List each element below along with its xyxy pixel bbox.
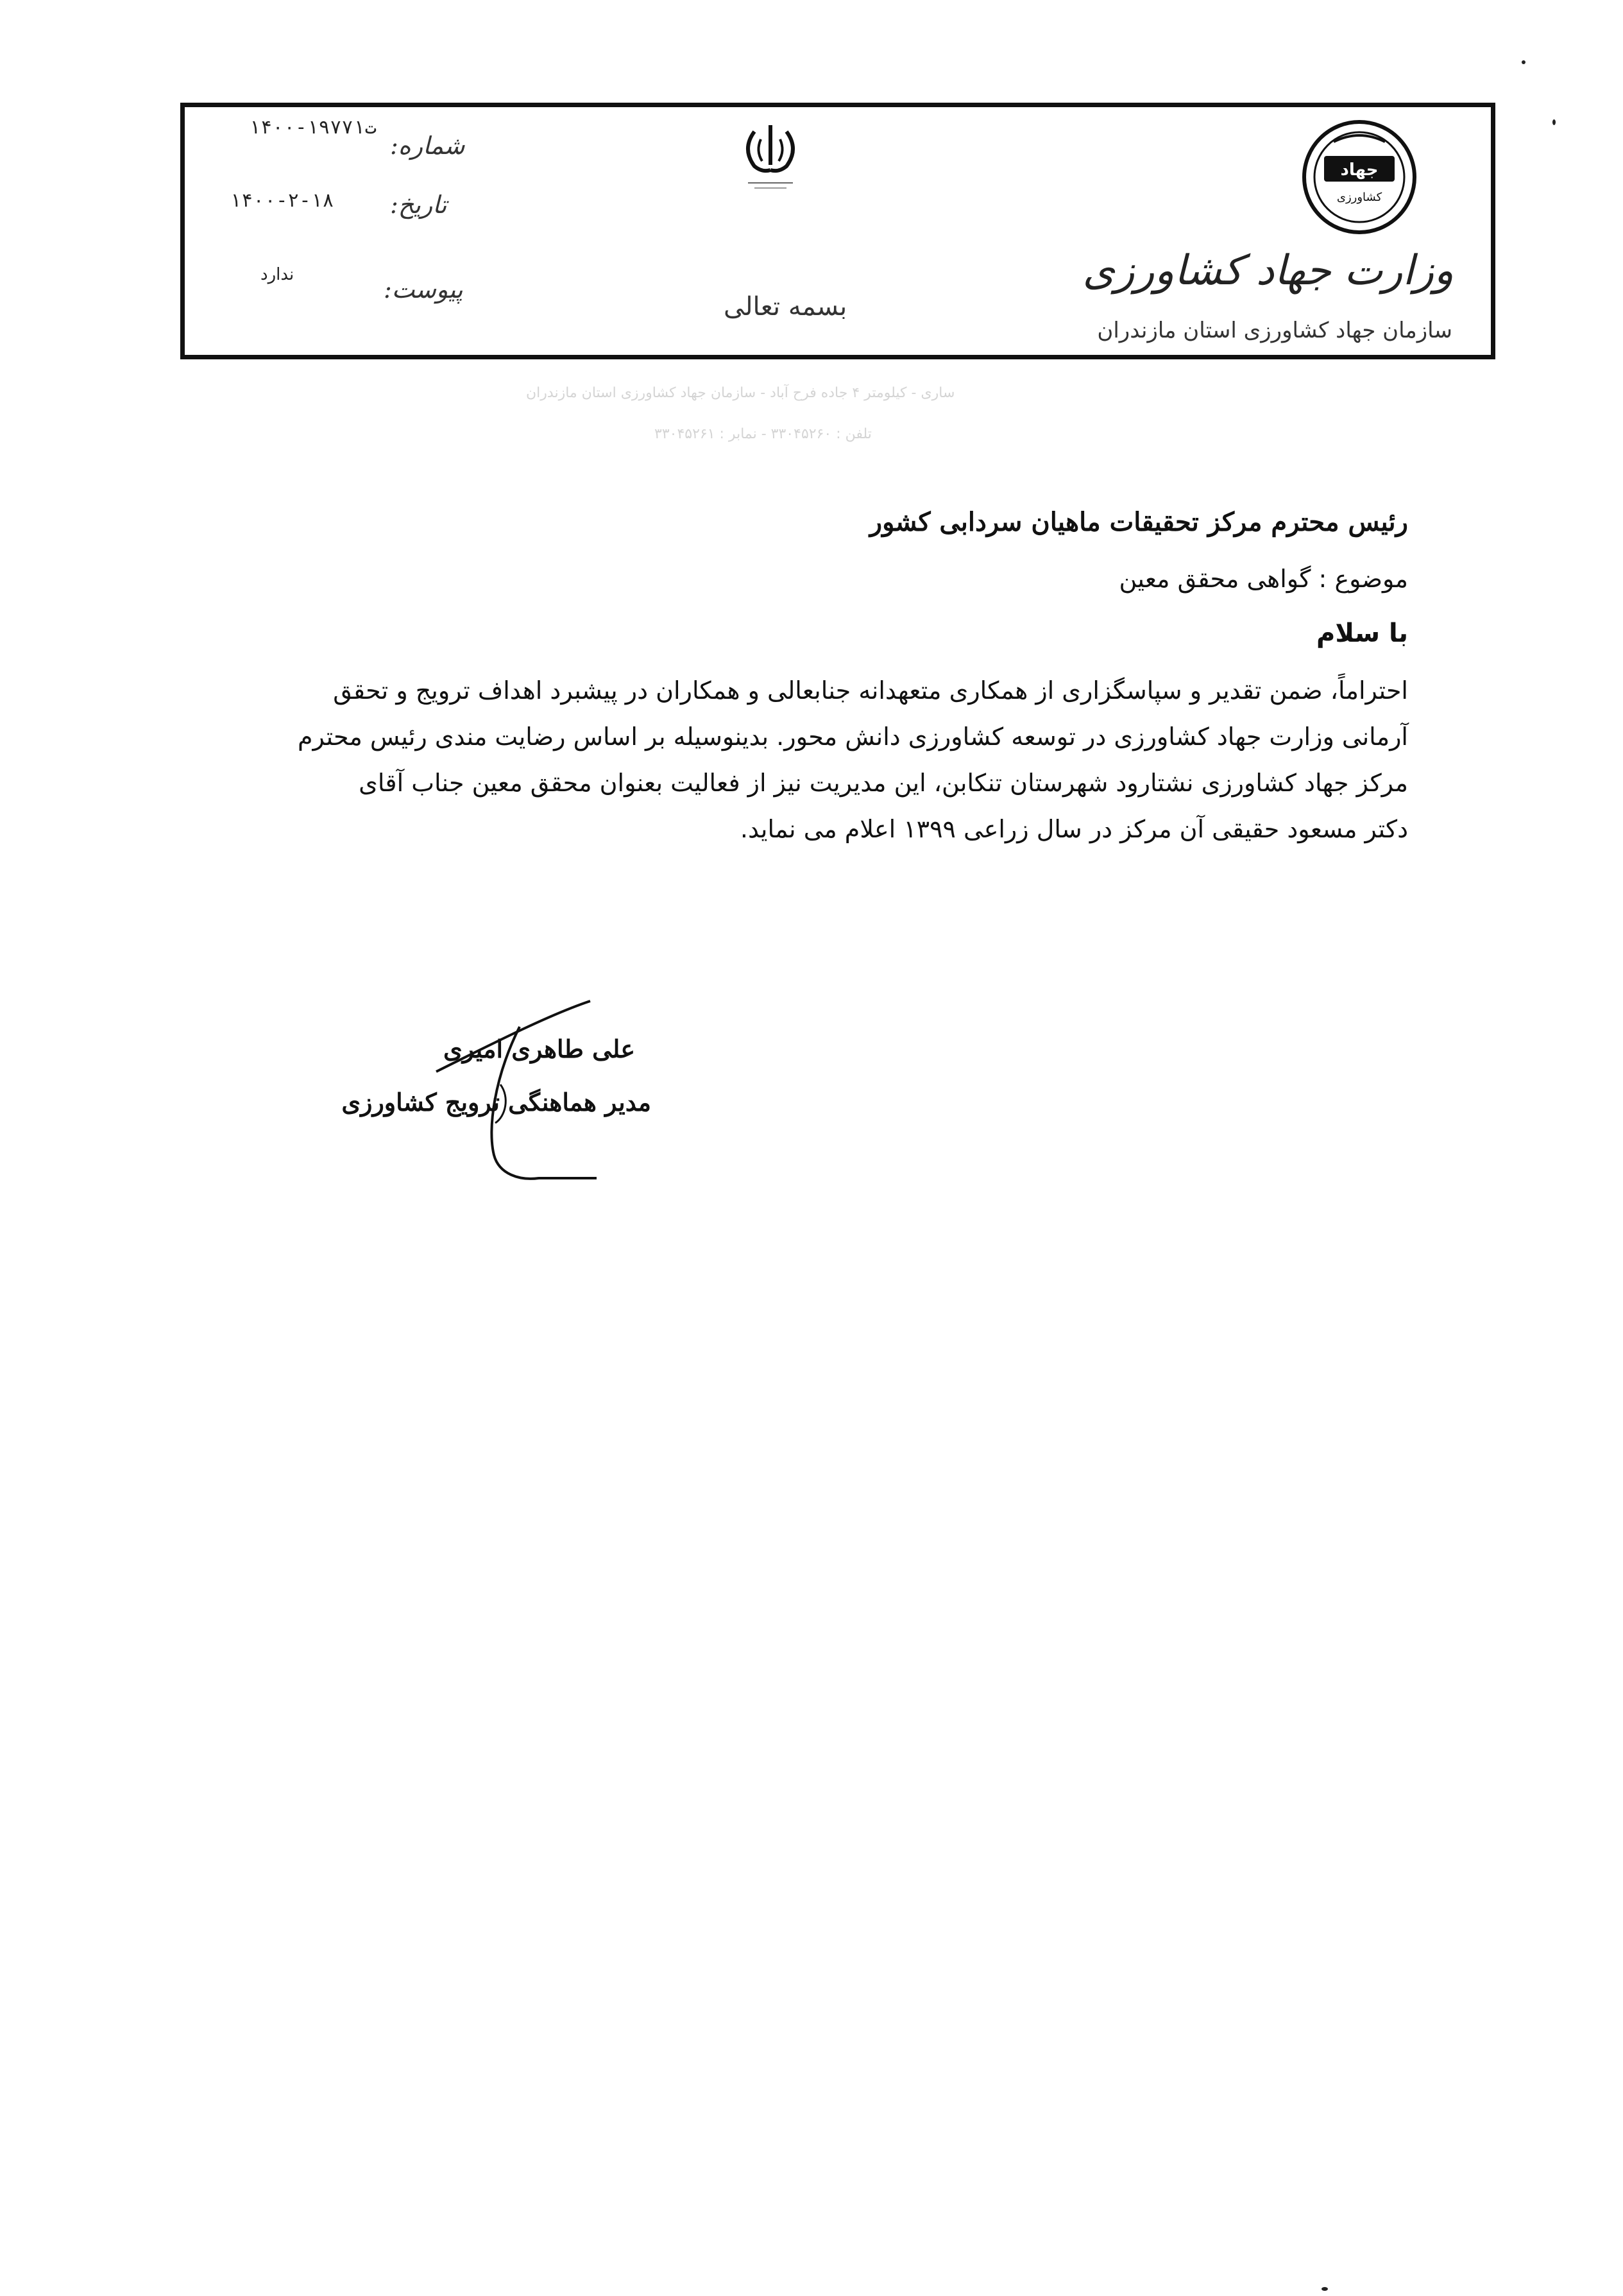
svg-text:کشاورزی: کشاورزی (1336, 191, 1382, 204)
faded-address-line: ساری - کیلومتر ۴ جاده فرح آباد - سازمان جهاد کشاورزی استان مازندران (526, 385, 955, 401)
scan-speck (1522, 60, 1525, 64)
state-emblem-icon (722, 114, 819, 197)
organization-name: سازمان جهاد کشاورزی استان مازندران (1097, 318, 1452, 343)
scan-speck (1552, 119, 1556, 125)
basmala: بسمه تعالی (724, 292, 847, 321)
ministry-logo-icon (1298, 116, 1420, 238)
subject: موضوع : گواهی محقق معین (1119, 565, 1408, 593)
signer-name: علی طاهری امیری (443, 1034, 635, 1063)
greeting: با سلام (1316, 619, 1408, 648)
attachment-label: پیوست: (384, 275, 463, 304)
faded-contact-line: تلفن : ۳۳۰۴۵۲۶۰ - نمابر : ۳۳۰۴۵۲۶۱ (654, 426, 872, 442)
date-label: تاریخ: (390, 191, 447, 219)
svg-text:جهاد: جهاد (1340, 160, 1379, 180)
ministry-name: وزارت جهاد کشاورزی (1082, 247, 1454, 295)
letter-body (189, 667, 1408, 852)
body-line: آرمانی وزارت جهاد کشاورزی در توسعه کشاورزی دانش محور. بدینوسیله بر اساس رضایت مندی رئیس محترم (297, 723, 1408, 751)
body-line: دکتر مسعود حقیقی آن مرکز در سال زراعی ۱۳۹۹ اعلام می نماید. (740, 815, 1408, 843)
signer-title: مدیر هماهنگی ترویج کشاورزی (341, 1088, 651, 1117)
body-line: احتراماً، ضمن تقدیر و سپاسگزاری از همکاری متعهدانه جنابعالی و همکاران در پیشبرد اهداف ترویج و تحقق (333, 676, 1408, 705)
recipient: رئیس محترم مرکز تحقیقات ماهیان سردابی کشور (869, 507, 1408, 537)
number-label: شماره: (390, 132, 465, 160)
attachment-value: ندارد (260, 265, 294, 284)
letter-date: ۱۴۰۰-۲-۱۸ (230, 189, 334, 212)
letter-number: ۱۴۰۰-ت۱۹۷۷۱ (249, 116, 377, 139)
scan-speck (1321, 2287, 1328, 2291)
body-line: مرکز جهاد کشاورزی نشتارود شهرستان تنکابن، این مدیریت نیز از فعالیت بعنوان محقق معین جناب آقای (359, 769, 1408, 797)
letterhead-frame (180, 103, 1495, 359)
